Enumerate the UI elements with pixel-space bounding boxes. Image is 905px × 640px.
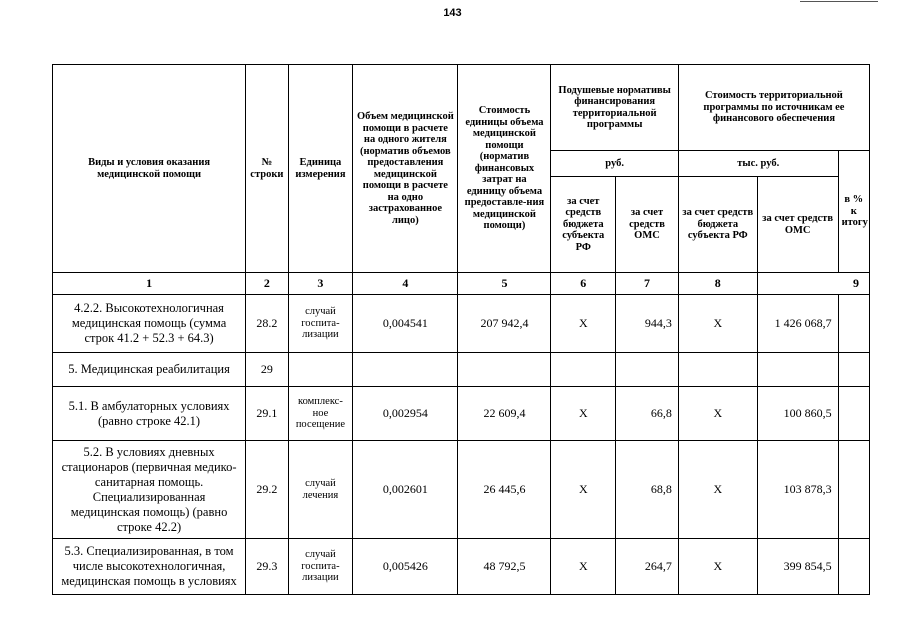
column-numbers-row: [53, 273, 870, 295]
row-name: 5.2. В условиях дневных стационаров (первичная медико-санитарная помощь. Специализированная медицинская помощь) (равно строке 42.2): [53, 441, 246, 539]
row-oms-total: 103 878,3: [757, 441, 838, 539]
row-unit: случай госпита-лизации: [288, 539, 353, 595]
row-budget-total: Х: [678, 295, 757, 353]
row-unit: [288, 353, 353, 387]
row-oms-total: 399 854,5: [757, 539, 838, 595]
row-unit-cost: 22 609,4: [458, 387, 551, 441]
header-unit: Единица измерения: [288, 65, 353, 273]
row-oms-per-capita: 68,8: [616, 441, 679, 539]
header-budget-total: за счет средств бюджета субъекта РФ: [678, 177, 757, 273]
row-oms-per-capita: [616, 353, 679, 387]
row-volume: 0,004541: [353, 295, 458, 353]
row-oms-per-capita: 264,7: [616, 539, 679, 595]
row-volume: [353, 353, 458, 387]
column-number: 6: [551, 273, 616, 295]
row-name: 5.3. Специализированная, в том числе высокотехнологичная, медицинская помощь в условиях: [53, 539, 246, 595]
row-budget-total: Х: [678, 539, 757, 595]
row-percent: [838, 539, 869, 595]
column-number: 2: [246, 273, 288, 295]
row-unit-cost: [458, 353, 551, 387]
row-unit: случай лечения: [288, 441, 353, 539]
header-budget-per-capita: за счет средств бюджета субъекта РФ: [551, 177, 616, 273]
header-oms-total: за счет средств ОМС: [757, 177, 838, 273]
row-volume: 0,002954: [353, 387, 458, 441]
row-volume: 0,002601: [353, 441, 458, 539]
row-budget-total: Х: [678, 387, 757, 441]
column-number: 8: [678, 273, 757, 295]
row-budget-total: Х: [678, 441, 757, 539]
financing-table: [52, 64, 870, 595]
row-oms-per-capita: 66,8: [616, 387, 679, 441]
top-rule: [800, 1, 878, 2]
header-volume: Объем медицинской помощи в расчете на одного жителя (норматив объемов предоставления медицинской помощи в расчете на одно застрахованное лицо): [353, 65, 458, 273]
row-name: 4.2.2. Высокотехнологичная медицинская помощь (сумма строк 41.2 + 52.3 + 64.3): [53, 295, 246, 353]
column-number: 4: [353, 273, 458, 295]
column-number: 3: [288, 273, 353, 295]
row-unit: случай госпита-лизации: [288, 295, 353, 353]
row-unit: комплекс-ное посещение: [288, 387, 353, 441]
table-row: [53, 295, 870, 353]
table-row: [53, 387, 870, 441]
row-oms-total: 100 860,5: [757, 387, 838, 441]
row-percent: [838, 441, 869, 539]
row-percent: [838, 295, 869, 353]
row-oms-total: 1 426 068,7: [757, 295, 838, 353]
row-budget-per-capita: Х: [551, 539, 616, 595]
column-number: 7: [616, 273, 679, 295]
header-line-number: № строки: [246, 65, 288, 273]
page-number: 143: [443, 7, 462, 19]
row-budget-per-capita: Х: [551, 387, 616, 441]
row-unit-cost: 48 792,5: [458, 539, 551, 595]
row-unit-cost: 207 942,4: [458, 295, 551, 353]
row-budget-per-capita: Х: [551, 441, 616, 539]
header-percent: в % к итогу: [838, 151, 869, 273]
row-name: 5. Медицинская реабилитация: [53, 353, 246, 387]
column-number: 9: [757, 273, 869, 295]
row-budget-total: [678, 353, 757, 387]
column-number: 5: [458, 273, 551, 295]
row-budget-per-capita: [551, 353, 616, 387]
row-volume: 0,005426: [353, 539, 458, 595]
row-line-number: 28.2: [246, 295, 288, 353]
table-row: [53, 353, 870, 387]
row-line-number: 29.1: [246, 387, 288, 441]
row-line-number: 29: [246, 353, 288, 387]
table-row: [53, 539, 870, 595]
row-percent: [838, 387, 869, 441]
header-oms-per-capita: за счет средств ОМС: [616, 177, 679, 273]
row-oms-total: [757, 353, 838, 387]
row-oms-per-capita: 944,3: [616, 295, 679, 353]
row-budget-per-capita: Х: [551, 295, 616, 353]
row-line-number: 29.3: [246, 539, 288, 595]
header-thousand-rub: тыс. руб.: [678, 151, 838, 177]
header-unit-cost: Стоимость единицы объема медицинской помощи (норматив финансовых затрат на единицу объема предоставле-ния медицинской помощи): [458, 65, 551, 273]
row-name: 5.1. В амбулаторных условиях (равно строке 42.1): [53, 387, 246, 441]
row-unit-cost: 26 445,6: [458, 441, 551, 539]
table-row: [53, 441, 870, 539]
row-line-number: 29.2: [246, 441, 288, 539]
header-kinds: Виды и условия оказания медицинской помощи: [53, 65, 246, 273]
row-percent: [838, 353, 869, 387]
header-program-cost: Стоимость территориальной программы по источникам ее финансового обеспечения: [678, 65, 869, 151]
header-per-capita: Подушевые нормативы финансирования территориальной программы: [551, 65, 678, 151]
column-number: 1: [53, 273, 246, 295]
header-rub: руб.: [551, 151, 678, 177]
